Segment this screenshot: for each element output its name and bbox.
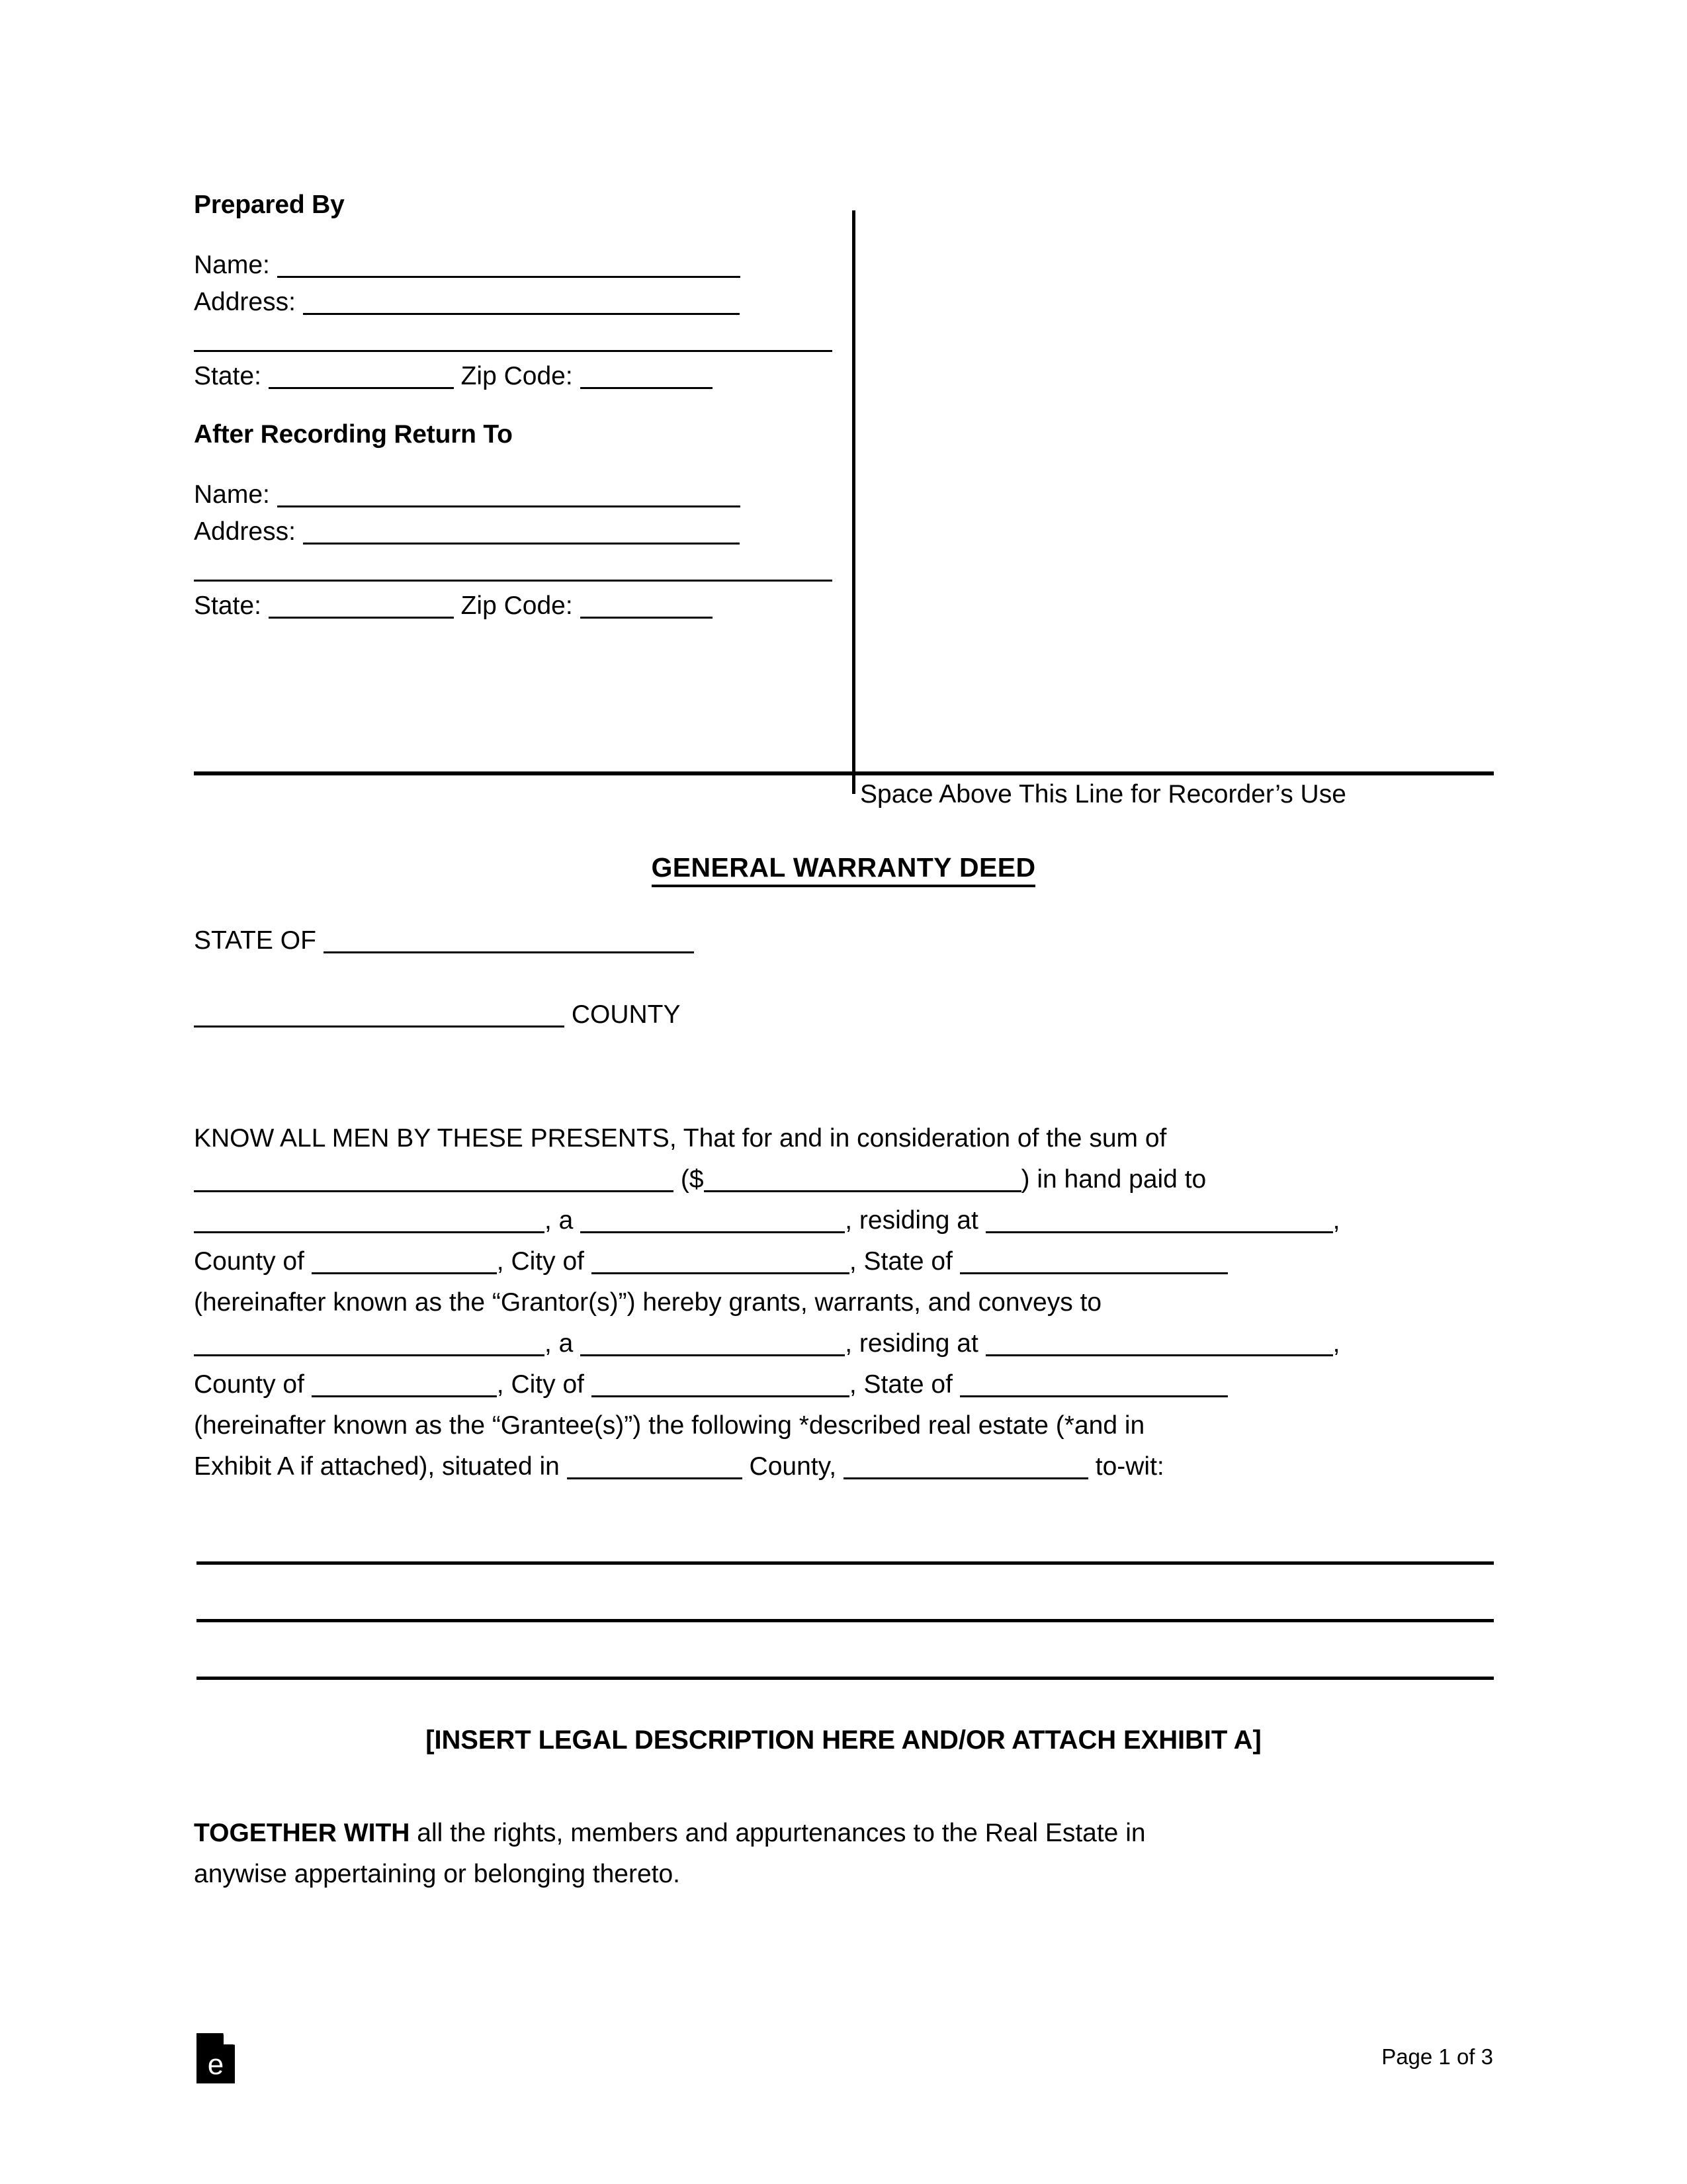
svg-text:e: e (207, 2048, 224, 2081)
prepared-by-name-label: Name: (194, 251, 270, 279)
consideration-words-input[interactable] (194, 1190, 673, 1192)
return-to-address-input-2[interactable] (194, 580, 832, 582)
consideration-amount-input[interactable] (704, 1190, 1021, 1192)
prepared-by-state-input[interactable] (269, 387, 454, 389)
body-line-8-grantee-clause: (hereinafter known as the “Grantee(s)”) the following *described real estate (*and in (194, 1411, 1145, 1440)
body-line-2-tail: ) in hand paid to (1021, 1165, 1207, 1194)
situated-state-input[interactable] (844, 1477, 1088, 1479)
grantee-line-end: , (1332, 1329, 1340, 1358)
return-to-state-label: State: (194, 591, 261, 620)
state-of-input[interactable] (324, 951, 694, 953)
grantee-residing-label: , residing at (845, 1329, 978, 1358)
prepared-by-state-label: State: (194, 362, 261, 390)
grantee-name-input[interactable] (194, 1354, 544, 1356)
grantor-address-input[interactable] (986, 1231, 1333, 1233)
grantee-state-label: , State of (849, 1370, 953, 1399)
return-to-address-row (194, 513, 836, 550)
prepared-by-zip-label: Zip Code: (460, 362, 573, 390)
grantee-address-input[interactable] (986, 1354, 1333, 1356)
together-with-lead: TOGETHER WITH (194, 1819, 410, 1847)
grantee-entity-type-input[interactable] (580, 1354, 845, 1356)
together-with-rest: all the rights, members and appurtenances to the Real Estate in (410, 1819, 1146, 1847)
grantee-county-input[interactable] (312, 1395, 497, 1397)
prepared-by-address-input-2[interactable] (194, 350, 832, 352)
together-with-line-2: anywise appertaining or belonging thereto. (194, 1860, 681, 1888)
situated-county-input[interactable] (567, 1477, 742, 1479)
prepared-by-address-input[interactable] (303, 313, 740, 315)
grantor-county-input[interactable] (312, 1272, 497, 1274)
grantee-county-label: County of (194, 1370, 304, 1399)
return-to-name-row (194, 476, 836, 513)
legal-description-caption: [INSERT LEGAL DESCRIPTION HERE AND/OR ATTACH EXHIBIT A] (425, 1725, 1262, 1755)
grantee-a-label: , a (544, 1329, 574, 1358)
return-to-state-zip-row (194, 588, 836, 625)
grantor-state-label: , State of (849, 1247, 953, 1276)
return-to-zip-label: Zip Code: (460, 591, 573, 620)
grantor-city-input[interactable] (591, 1272, 849, 1274)
page-number: Page 1 of 3 (1381, 2044, 1493, 2069)
recorder-column-divider (852, 210, 855, 794)
return-to-heading: After Recording Return To (194, 420, 513, 449)
state-of-label: STATE OF (194, 926, 316, 955)
page-title (0, 852, 1687, 883)
prepared-by-zip-input[interactable] (580, 387, 713, 389)
prepared-by-state-zip-row (194, 358, 836, 395)
return-to-address-label: Address: (194, 517, 296, 546)
situated-prefix-label: Exhibit A if attached), situated in (194, 1452, 560, 1481)
body-line-7-grantee-location (194, 1364, 1497, 1405)
return-to-zip-input[interactable] (580, 617, 713, 619)
situated-county-label: County, (749, 1452, 837, 1481)
legal-description-blank-lines (196, 1561, 1494, 1680)
county-input[interactable] (194, 1026, 564, 1027)
body-line-3-grantor (194, 1200, 1497, 1241)
prepared-by-address-label: Address: (194, 288, 296, 316)
together-with-line-1 (194, 1813, 1497, 1854)
body-line-1: KNOW ALL MEN BY THESE PRESENTS, That for and in consideration of the sum of (194, 1124, 1167, 1153)
eforms-logo-icon (196, 2033, 235, 2083)
county-row (194, 1000, 681, 1029)
dollar-open-paren: ($ (680, 1165, 704, 1194)
state-of-row (194, 926, 694, 955)
return-to-name-input[interactable] (277, 505, 740, 507)
prepared-by-name-input[interactable] (277, 276, 740, 278)
together-with-block (194, 1813, 1497, 1895)
grantor-state-input[interactable] (960, 1272, 1228, 1274)
recorder-left-column (194, 192, 836, 625)
prepared-by-name-row (194, 247, 836, 284)
situated-suffix-label: to-wit: (1095, 1452, 1164, 1481)
body-line-4-grantor-location (194, 1241, 1497, 1282)
legal-description-line[interactable] (196, 1561, 1494, 1565)
prepared-by-address-row-2 (194, 321, 836, 358)
recorder-use-caption: Space Above This Line for Recorder’s Use (860, 780, 1346, 808)
recorder-bottom-rule (194, 771, 1494, 775)
prepared-by-address-row (194, 284, 836, 321)
grantor-name-input[interactable] (194, 1231, 544, 1233)
section-spacer (194, 395, 836, 421)
grantor-a-label: , a (544, 1206, 574, 1235)
body-line-2 (194, 1159, 1497, 1200)
deed-body (194, 1118, 1497, 1487)
grantor-line-end: , (1332, 1206, 1340, 1235)
page-title-text: GENERAL WARRANTY DEED (652, 852, 1036, 887)
return-to-state-input[interactable] (269, 617, 454, 619)
grantor-city-label: , City of (496, 1247, 584, 1276)
return-to-address-row-2 (194, 550, 836, 588)
grantor-county-label: County of (194, 1247, 304, 1276)
body-line-9-situated (194, 1446, 1497, 1487)
legal-description-line[interactable] (196, 1677, 1494, 1680)
county-label: COUNTY (571, 1000, 681, 1029)
prepared-by-heading: Prepared By (194, 191, 345, 219)
grantor-residing-label: , residing at (845, 1206, 978, 1235)
body-line-5-grantor-clause: (hereinafter known as the “Grantor(s)”) hereby grants, warrants, and conveys to (194, 1288, 1102, 1317)
grantee-city-input[interactable] (591, 1395, 849, 1397)
body-line-6-grantee (194, 1323, 1497, 1364)
return-to-name-label: Name: (194, 480, 270, 509)
grantor-entity-type-input[interactable] (580, 1231, 845, 1233)
return-to-address-input[interactable] (303, 543, 740, 545)
legal-description-line[interactable] (196, 1619, 1494, 1622)
grantee-state-input[interactable] (960, 1395, 1228, 1397)
grantee-city-label: , City of (496, 1370, 584, 1399)
